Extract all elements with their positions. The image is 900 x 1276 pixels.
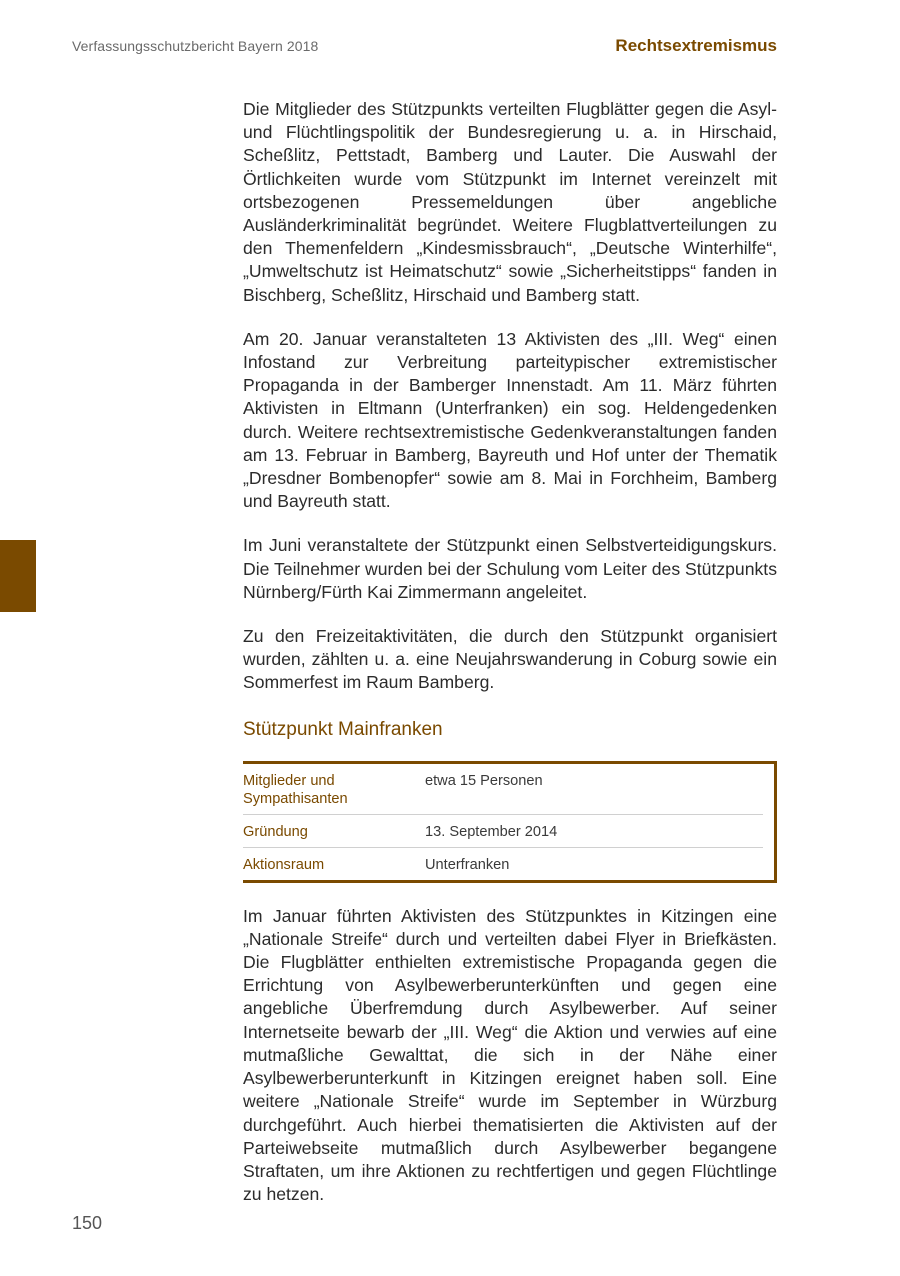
running-header-title: Verfassungsschutzbericht Bayern 2018 xyxy=(72,38,319,54)
body-paragraph-3: Im Juni veranstaltete der Stützpunkt einen Selbstverteidigungskurs. Die Teilnehmer wurden bei der Schulung vom Leiter des Stützpunkts Nürnberg/Fürth Kai Zimmermann angeleitet. xyxy=(243,535,777,602)
info-row-founding xyxy=(243,815,763,848)
main-content xyxy=(243,98,777,1227)
info-label: Mitglieder und Sympathisanten xyxy=(243,772,348,807)
info-label: Gründung xyxy=(243,823,308,840)
info-box xyxy=(243,761,777,883)
chapter-tab-marker xyxy=(0,540,36,612)
chapter-title: Rechtsextremismus xyxy=(615,36,777,55)
info-value: etwa 15 Personen xyxy=(425,772,543,789)
body-paragraph-1: Die Mitglieder des Stützpunkts verteilten Flugblätter gegen die Asyl- und Flüchtlingspolitik der Bundesregierung u. a. in Hirschaid, Scheßlitz, Pettstadt, Bamberg und Lauter. Die Auswahl der Örtlichkeiten wurde vom Stützpunkt im Internet vereinzelt mit ortsbezogenen Pressemeldungen über angebliche Ausländerkriminalität begründet. Weitere Flugblattverteilungen zu den Themenfeldern „Kindesmissbrauch“, „Deutsche Winterhilfe“, „Umweltschutz ist Heimatschutz“ sowie „Sicherheitstipps“ fanden in Bischberg, Scheßlitz, Hirschaid und Bamberg statt. xyxy=(243,99,777,305)
info-value: 13. September 2014 xyxy=(425,823,558,840)
section-paragraph: Im Januar führten Aktivisten des Stützpunktes in Kitzingen eine „Nationale Streife“ durch und verteilten dabei Flyer in Briefkästen. Die Flugblätter enthielten extremistische Propaganda gegen die Errichtung von Asylbewerberunterkünften und gegen eine angebliche Überfremdung durch Asylbewerber. Auf seiner Internetseite bewarb der „III. Weg“ die Aktion und verwies auf eine mutmaßliche Gewalttat, die sich in der Nähe einer Asylbewerberunterkunft in Kitzingen ereignet haben soll. Eine weitere „Nationale Streife“ wurde im September in Würzburg durchgeführt. Auch hierbei thematisierten die Aktivisten auf der Parteiwebseite mutmaßlich durch Asylbewerber begangene Straftaten, um ihre Aktionen zu rechtfertigen und gegen Flüchtlinge zu hetzen. xyxy=(243,905,777,1205)
page-number: 150 xyxy=(72,1213,103,1233)
info-value: Unterfranken xyxy=(425,856,510,873)
body-paragraph-2: Am 20. Januar veranstalteten 13 Aktivisten des „III. Weg“ einen Infostand zur Verbreitung parteitypischer extremistischer Propaganda in der Bamberger Innenstadt. Am 11. März führten Aktivisten in Eltmann (Unterfranken) ein sog. Heldengedenken durch. Weitere rechtsextremistische Gedenkveranstaltungen fanden am 13. Februar in Bamberg, Bayreuth und Hof unter der Thematik „Dresdner Bombenopfer“ sowie am 8. Mai in Forchheim, Bamberg und Bayreuth statt. xyxy=(243,328,777,512)
body-paragraph-4: Zu den Freizeitaktivitäten, die durch den Stützpunkt organisiert wurden, zählten u. a. eine Neujahrswanderung in Coburg sowie ein Sommerfest im Raum Bamberg. xyxy=(243,626,777,693)
section-heading: Stützpunkt Mainfranken xyxy=(243,718,443,740)
info-row-area xyxy=(243,848,763,880)
info-label: Aktionsraum xyxy=(243,856,325,873)
info-row-members xyxy=(243,764,763,815)
